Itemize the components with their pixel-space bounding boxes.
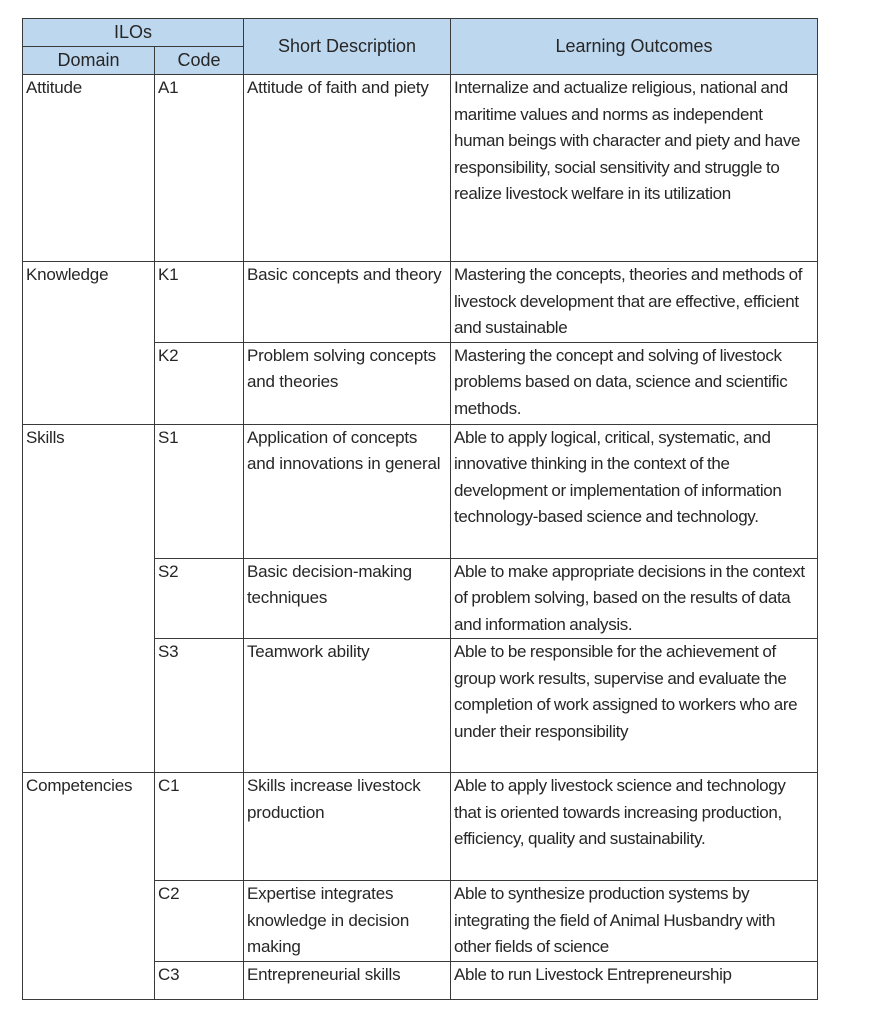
short-description-cell: Application of concepts and innovations in general (244, 424, 451, 558)
code-cell: K2 (155, 342, 244, 424)
code-cell: S3 (155, 639, 244, 773)
short-description-cell: Teamwork ability (244, 639, 451, 773)
header-learning-outcomes: Learning Outcomes (451, 19, 818, 75)
code-cell: C2 (155, 881, 244, 962)
learning-outcome-cell: Able to apply livestock science and technology that is oriented towards increasing production, efficiency, quality and sustainability. (451, 773, 818, 881)
header-row-1 (23, 19, 818, 47)
learning-outcome-cell: Mastering the concept and solving of livestock problems based on data, science and scientific methods. (451, 342, 818, 424)
code-cell: C1 (155, 773, 244, 881)
header-short-description: Short Description (244, 19, 451, 75)
ilo-table (22, 18, 818, 1000)
learning-outcome-cell: Able to apply logical, critical, systematic, and innovative thinking in the context of the development or implementation of information technology-based science and technology. (451, 424, 818, 558)
short-description-cell: Attitude of faith and piety (244, 75, 451, 262)
code-cell: A1 (155, 75, 244, 262)
table-row (23, 424, 818, 558)
short-description-cell: Problem solving concepts and theories (244, 342, 451, 424)
header-domain: Domain (23, 47, 155, 75)
code-cell: S1 (155, 424, 244, 558)
short-description-cell: Entrepreneurial skills (244, 961, 451, 999)
learning-outcome-cell: Internalize and actualize religious, national and maritime values and norms as independent human beings with character and piety and have responsibility, social sensitivity and struggle to realize livestock welfare in its utilization (451, 75, 818, 262)
domain-cell: Attitude (23, 75, 155, 262)
learning-outcome-cell: Able to make appropriate decisions in the context of problem solving, based on the results of data and information analysis. (451, 558, 818, 639)
table-row (23, 75, 818, 262)
short-description-cell: Basic decision-making techniques (244, 558, 451, 639)
code-cell: C3 (155, 961, 244, 999)
short-description-cell: Basic concepts and theory (244, 262, 451, 343)
domain-cell: Skills (23, 424, 155, 773)
code-cell: K1 (155, 262, 244, 343)
table-row (23, 262, 818, 343)
domain-cell: Knowledge (23, 262, 155, 425)
short-description-cell: Skills increase livestock production (244, 773, 451, 881)
short-description-cell: Expertise integrates knowledge in decision making (244, 881, 451, 962)
learning-outcome-cell: Able to run Livestock Entrepreneurship (451, 961, 818, 999)
header-code: Code (155, 47, 244, 75)
learning-outcome-cell: Able to be responsible for the achievement of group work results, supervise and evaluate the completion of work assigned to workers who are under their responsibility (451, 639, 818, 773)
table-row (23, 773, 818, 881)
header-ilos: ILOs (23, 19, 244, 47)
code-cell: S2 (155, 558, 244, 639)
learning-outcome-cell: Mastering the concepts, theories and methods of livestock development that are effective, efficient and sustainable (451, 262, 818, 343)
domain-cell: Competencies (23, 773, 155, 1000)
learning-outcome-cell: Able to synthesize production systems by integrating the field of Animal Husbandry with other fields of science (451, 881, 818, 962)
